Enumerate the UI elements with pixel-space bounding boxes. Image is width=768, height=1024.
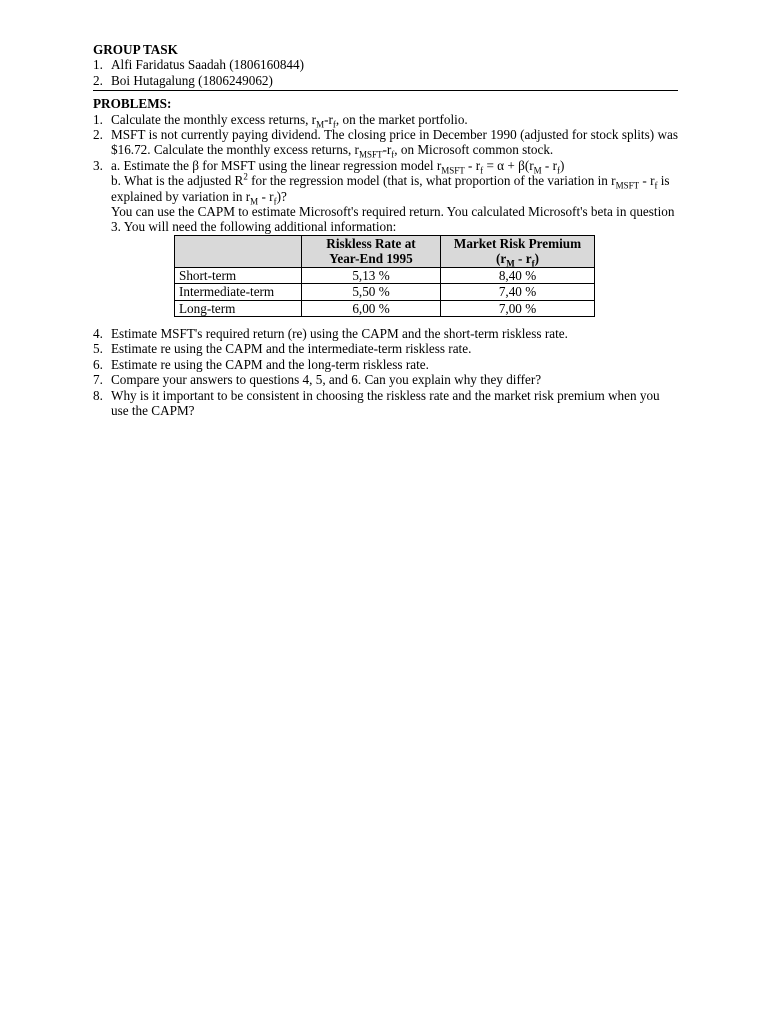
table-header-blank <box>175 235 302 267</box>
table-cell-riskless-rate: 5,50 % <box>302 284 441 300</box>
problem-number: 7. <box>93 372 103 388</box>
problem-text: Estimate MSFT's required return (re) using the CAPM and the short-term riskless rate. <box>111 325 568 341</box>
problem-text <box>111 158 678 235</box>
problem-text: Why is it important to be consistent in choosing the riskless rate and the market risk premium when you use the CAPM? <box>111 387 660 418</box>
table-row <box>175 284 595 300</box>
table-row <box>175 267 595 283</box>
problem-item <box>93 372 678 387</box>
table-cell-term: Intermediate-term <box>175 284 302 300</box>
problem-item <box>93 127 678 161</box>
problem-3b: b. What is the adjusted $R^2$ for the regression model (that is, what proportion of the variation in $r_{MSFT} - r_f$ is explained by variation in $r_M - r_f$)? <box>111 171 670 207</box>
table-cell-market-risk-premium: 7,00 % <box>441 300 595 316</box>
table-header-market-risk-premium: Market Risk Premium $(r_M - r_f)$ <box>441 235 595 267</box>
problem-item <box>93 326 678 341</box>
problem-number: 8. <box>93 387 103 403</box>
table-cell-riskless-rate: 6,00 % <box>302 300 441 316</box>
table-row <box>175 300 595 316</box>
problem-number: 3. <box>93 157 103 173</box>
problem-item <box>93 341 678 356</box>
problem-text: MSFT is not currently paying dividend. The closing price in December 1990 (adjusted for stock splits) was $16.72. Calculate the monthly excess returns, $r_{MSFT}-r_f$, on Microsoft common stock. <box>111 127 678 161</box>
problem-3a: a. Estimate the β for MSFT using the linear regression model $r_{MSFT} - r_f = \alpha + \beta(r_M - r_f)$ <box>111 157 565 176</box>
member-item <box>93 57 678 72</box>
member-name: Alfi Faridatus Saadah (1806160844) <box>111 57 305 73</box>
problem-item <box>93 158 678 235</box>
problem-text: Estimate re using the CAPM and the intermediate-term riskless rate. <box>111 341 472 357</box>
table-header-row <box>175 235 595 267</box>
problems-section <box>93 96 678 418</box>
document-page <box>93 42 678 418</box>
problem-number: 5. <box>93 341 103 357</box>
problem-text: Compare your answers to questions 4, 5, and 6. Can you explain why they differ? <box>111 372 542 388</box>
capm-intro: You can use the CAPM to estimate Microsoft's required return. You calculated Microsoft's beta in question 3. You will need the following additional information: <box>111 204 675 235</box>
problem-number: 4. <box>93 325 103 341</box>
table-cell-term: Long-term <box>175 300 302 316</box>
problem-number: 1. <box>93 111 103 127</box>
member-item <box>93 73 678 88</box>
problem-number: 2. <box>93 127 103 143</box>
table-header-riskless-rate: Riskless Rate at Year-End 1995 <box>302 235 441 267</box>
rates-table <box>174 235 595 317</box>
problem-number: 6. <box>93 356 103 372</box>
problem-text: Calculate the monthly excess returns, $r_M-r_f$, on the market portfolio. <box>111 111 468 130</box>
problem-item <box>93 357 678 372</box>
problems-heading: PROBLEMS: <box>93 96 172 112</box>
member-number: 1. <box>93 57 103 73</box>
table-cell-market-risk-premium: 8,40 % <box>441 267 595 283</box>
header-divider <box>93 90 678 91</box>
member-number: 2. <box>93 72 103 88</box>
problem-item <box>93 111 678 130</box>
spacer <box>93 317 678 326</box>
rates-table-wrapper <box>93 235 678 317</box>
table-cell-term: Short-term <box>175 267 302 283</box>
problem-text: Estimate re using the CAPM and the long-term riskless rate. <box>111 356 429 372</box>
table-cell-riskless-rate: 5,13 % <box>302 267 441 283</box>
table-cell-market-risk-premium: 7,40 % <box>441 284 595 300</box>
problem-item <box>93 388 678 419</box>
group-task-heading: GROUP TASK <box>93 42 178 57</box>
member-name: Boi Hutagalung (1806249062) <box>111 72 273 88</box>
